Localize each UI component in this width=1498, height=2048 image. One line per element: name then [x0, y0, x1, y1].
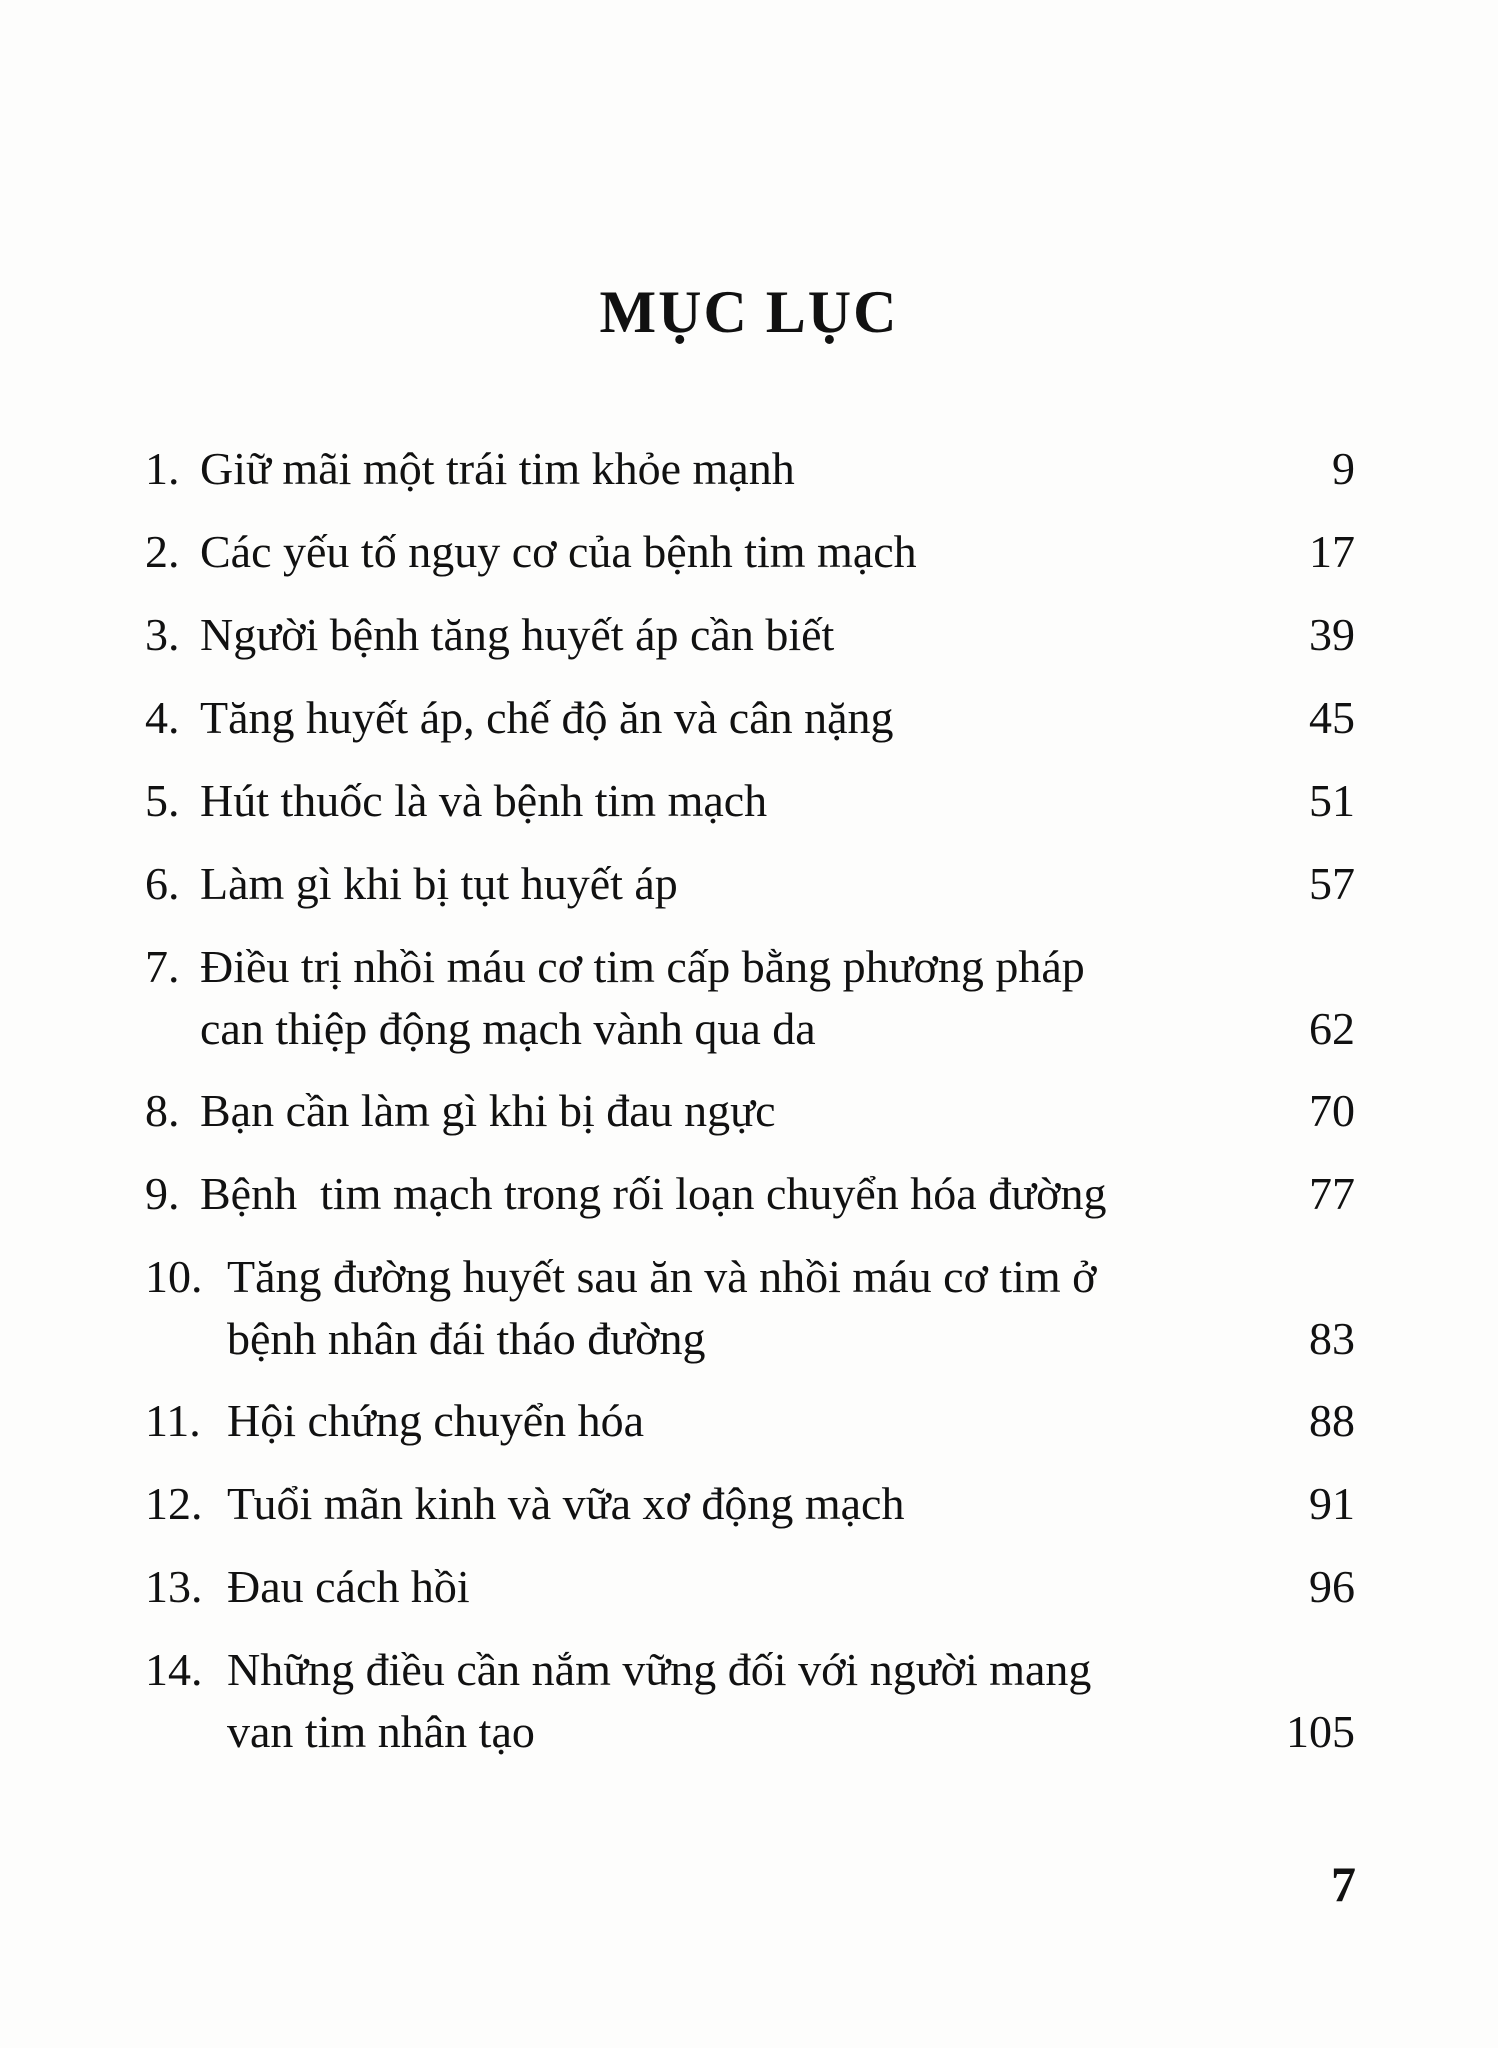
toc-entry-title-line: Người bệnh tăng huyết áp cần biết — [200, 609, 835, 660]
toc-entry-title-line: Hội chứng chuyển hóa — [227, 1395, 645, 1446]
toc-entry-title — [200, 1080, 776, 1142]
toc-entry-number: 11. — [145, 1395, 201, 1446]
toc-entry — [145, 521, 1355, 604]
toc-entry-title — [227, 1556, 470, 1618]
toc-entry-page: 77 — [1309, 1168, 1355, 1219]
toc-entry-title-line: Những điều cần nắm vững đối với người mang — [227, 1644, 1092, 1695]
toc-entry-title-line: van tim nhân tạo — [227, 1706, 535, 1757]
toc-entry — [145, 604, 1355, 687]
toc-entry — [145, 1390, 1355, 1473]
toc-entry-title-line: Hút thuốc là và bệnh tim mạch — [200, 775, 768, 826]
toc-entry-number: 13. — [145, 1561, 203, 1612]
toc-entry-page: 57 — [1309, 858, 1355, 909]
toc-entry-title — [227, 1390, 644, 1452]
toc-entry-title — [200, 438, 795, 500]
toc-entry-title-line: Bệnh tim mạch trong rối loạn chuyển hóa đường — [200, 1168, 1107, 1219]
toc-entry-number: 12. — [145, 1478, 203, 1529]
toc-entry — [145, 1246, 1355, 1390]
toc-entry — [145, 1473, 1355, 1556]
toc-entry-number: 5. — [145, 775, 180, 826]
toc-entry-page: 39 — [1309, 609, 1355, 660]
page-number: 7 — [1331, 1856, 1356, 1912]
toc-entry-number: 3. — [145, 609, 180, 660]
toc-entry-number: 1. — [145, 443, 180, 494]
toc-entry — [145, 687, 1355, 770]
toc-entry-title-line: Giữ mãi một trái tim khỏe mạnh — [200, 443, 795, 494]
toc-entry-title-line: can thiệp động mạch vành qua da — [200, 1003, 816, 1054]
toc-entry-page: 62 — [1309, 1003, 1355, 1054]
toc-entry-title — [227, 1246, 1097, 1370]
toc-entry-number: 4. — [145, 692, 180, 743]
toc-entry-title — [200, 1163, 1106, 1225]
toc-entry-number: 10. — [145, 1251, 203, 1302]
toc-entry — [145, 936, 1355, 1080]
toc-entry-page: 51 — [1309, 775, 1355, 826]
toc-entry-number: 8. — [145, 1085, 180, 1136]
toc-entry — [145, 1639, 1355, 1783]
toc-entry-title — [200, 936, 1085, 1060]
toc-entry-title-line: Điều trị nhồi máu cơ tim cấp bằng phương pháp — [200, 941, 1085, 992]
toc-entry-title — [200, 770, 767, 832]
toc-entry-title-line: bệnh nhân đái tháo đường — [227, 1313, 706, 1364]
toc-entry-number: 9. — [145, 1168, 180, 1219]
toc-entry-page: 9 — [1332, 443, 1355, 494]
toc-entry — [145, 438, 1355, 521]
toc-entry-title — [227, 1639, 1091, 1763]
toc-entry-page: 17 — [1309, 526, 1355, 577]
toc-entry-title — [200, 853, 678, 915]
toc-entry-number: 7. — [145, 941, 180, 992]
toc-entry-title — [227, 1473, 904, 1535]
table-of-contents — [145, 438, 1355, 1783]
toc-entry-page: 91 — [1309, 1478, 1355, 1529]
toc-entry-title — [200, 687, 894, 749]
toc-entry-number: 14. — [145, 1644, 203, 1695]
toc-entry-title-line: Các yếu tố nguy cơ của bệnh tim mạch — [200, 526, 917, 577]
toc-entry-number: 6. — [145, 858, 180, 909]
toc-entry — [145, 770, 1355, 853]
toc-entry-page: 70 — [1309, 1085, 1355, 1136]
toc-entry-page: 83 — [1309, 1313, 1355, 1364]
toc-entry-title-line: Tuổi mãn kinh và vữa xơ động mạch — [227, 1478, 905, 1529]
toc-entry-title — [200, 521, 917, 583]
toc-entry — [145, 853, 1355, 936]
toc-entry — [145, 1080, 1355, 1163]
toc-entry-page: 105 — [1286, 1706, 1355, 1757]
toc-entry-number: 2. — [145, 526, 180, 577]
toc-entry-page: 45 — [1309, 692, 1355, 743]
toc-entry-title-line: Bạn cần làm gì khi bị đau ngực — [200, 1085, 776, 1136]
toc-entry-page: 96 — [1309, 1561, 1355, 1612]
toc-entry-title-line: Làm gì khi bị tụt huyết áp — [200, 858, 678, 909]
toc-entry — [145, 1163, 1355, 1246]
toc-entry-title-line: Đau cách hồi — [227, 1561, 470, 1612]
toc-entry-title-line: Tăng đường huyết sau ăn và nhồi máu cơ tim ở — [227, 1251, 1097, 1302]
page-title: MỤC LỤC — [599, 279, 899, 345]
toc-entry-title-line: Tăng huyết áp, chế độ ăn và cân nặng — [200, 692, 894, 743]
toc-entry-page: 88 — [1309, 1395, 1355, 1446]
toc-entry — [145, 1556, 1355, 1639]
toc-entry-title — [200, 604, 834, 666]
